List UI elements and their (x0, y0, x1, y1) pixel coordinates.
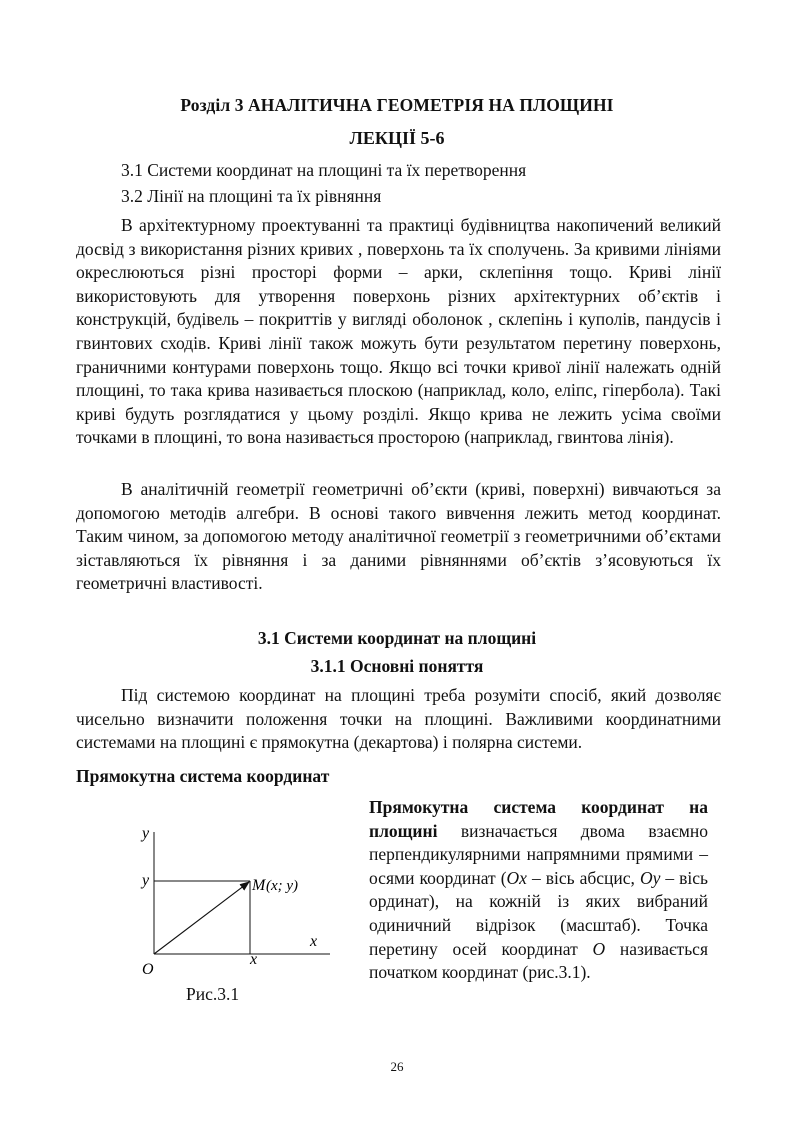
point-m-coords: (x; y) (266, 878, 299, 894)
toc-item-1: 3.1 Системи координат на площині та їх перетворення (121, 160, 527, 180)
y-axis-label: y (142, 825, 150, 842)
intro-paragraph-2: В аналітичній геометрії геометричні об’єкти (криві, поверхні) вивчаються за допомогою методів алгебри. В основі такого вивчення лежить метод координат. Таким чином, за допомогою методу аналітичної геометрії з геометричними об’єктами зіставляються їх рівняння і за даними рівняннями об’єктів з’ясовуються їх геометричні властивості. (76, 479, 721, 594)
intro-paragraph-1: В архітектурному проектуванні та практиці будівництва накопичений великий досвід з використання різних кривих , поверхонь та їх сполучень. За кривими лініями окреслюються різні просторі форми – арки, склепіння тощо. Криві лінії використовують для утворення поверхонь різних архітектурних об’єктів і конструкцій, будівель – покриттів у вигляді оболонок , склепінь і куполів, пандусів і гвинтових сходів. Криві лінії також можуть бути результатом перетину поверхонь, граничними контурами поверхонь тощо. Якщо всі точки кривої лінії належать одній площині, то така крива називається плоскою (наприклад, коло, еліпс, гіпербола). Такі криві будуть розглядатися у цьому розділі. Якщо крива не лежить усіма своїми точками в площині, то вона називається просторою (наприклад, гвинтова лінія). (76, 215, 721, 448)
toc-item-2: 3.2 Лінії на площині та їх рівняння (121, 186, 382, 206)
radius-vector-arrow (154, 882, 249, 954)
page-number: 26 (390, 1059, 404, 1074)
subsection-heading: 3.1.1 Основні поняття (310, 656, 484, 676)
basics-paragraph: Під системою координат на площині треба розуміти спосіб, який дозволяє чисельно визначити положення точки на площині. Важливими координатними системами на площині є прямокутна (декартова) і полярна системи. (76, 685, 721, 753)
definition-text-1: визначається двома взаємно перпендикулярними напрямними прямими – осями координат ( (369, 820, 708, 888)
definition-text-3: – вісь ординат), на кожній із яких вибраний одиничний відрізок (масштаб). Точка перетину осей координат (369, 867, 708, 959)
figure-caption: Рис.3.1 (186, 984, 240, 1004)
coordinate-figure (120, 818, 345, 980)
definition-paragraph (369, 796, 708, 985)
coordinate-diagram (120, 818, 345, 980)
ox-symbol: Ox (506, 867, 527, 888)
oy-symbol: Oy (639, 867, 661, 888)
chapter-title: Розділ 3 АНАЛІТИЧНА ГЕОМЕТРІЯ НА ПЛОЩИНІ (180, 95, 614, 115)
definition-text-4: називається початком координат (рис.3.1). (369, 938, 708, 983)
point-m-label: M (252, 877, 266, 894)
origin-symbol: O (592, 938, 606, 959)
definition-text-2: – вісь абсцис, (526, 867, 640, 888)
rect-system-heading: Прямокутна система координат (76, 766, 330, 786)
lecture-title: ЛЕКЦІЇ 5-6 (349, 128, 445, 148)
origin-label: O (142, 961, 154, 978)
definition-term: Прямокутна система координат на площині (369, 797, 708, 841)
y-tick-label: y (142, 872, 150, 889)
x-axis-label: x (310, 933, 318, 950)
section-heading: 3.1 Системи координат на площині (257, 628, 537, 648)
x-tick-label: x (250, 951, 258, 968)
